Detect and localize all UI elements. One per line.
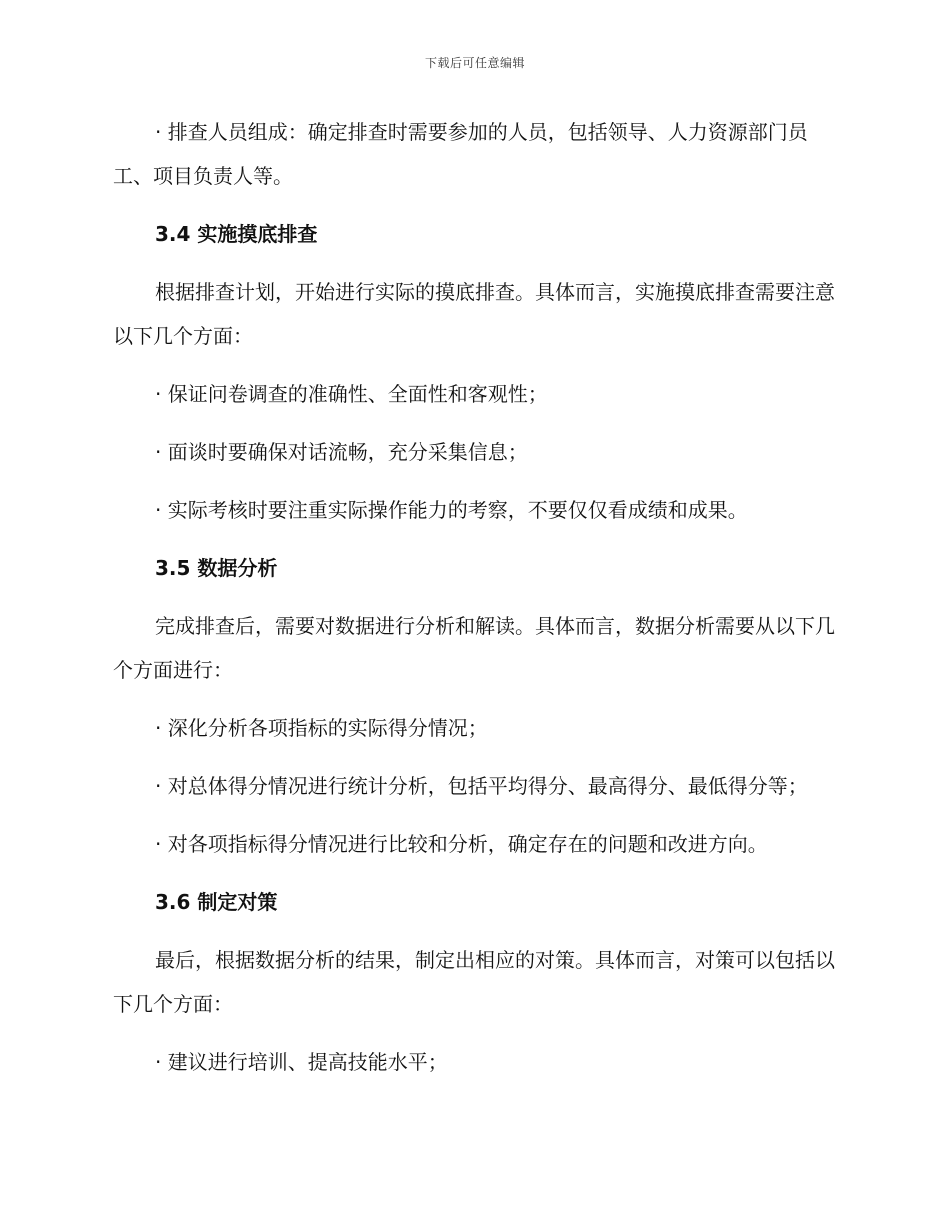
page-header: 下载后可任意编辑 [424,56,525,70]
paragraph-analysis-intro: 完成排查后，需要对数据进行分析和解读。具体而言，数据分析需要从以下几个方面进行： [113,614,835,682]
bullet-item-statistics: · 对总体得分情况进行统计分析，包括平均得分、最高得分、最低得分等； [155,774,808,798]
bullet-item-indicator-scores: · 深化分析各项指标的实际得分情况； [155,716,488,740]
bullet-item-questionnaire: · 保证问卷调查的准确性、全面性和客观性； [155,382,548,406]
paragraph-countermeasures-intro: 最后，根据数据分析的结果，制定出相应的对策。具体而言，对策可以包括以下几个方面： [113,948,835,1016]
bullet-item-staff-composition: · 排查人员组成：确定排查时需要参加的人员，包括领导、人力资源部门员工、项目负责人等。 [113,120,808,188]
paragraph-implement-intro: 根据排查计划，开始进行实际的摸底排查。具体而言，实施摸底排查需要注意以下几个方面： [113,280,835,348]
section-heading-3-5: 3.5 数据分析 [155,556,278,580]
bullet-item-interview: · 面谈时要确保对话流畅，充分采集信息； [155,440,528,464]
bullet-item-comparison: · 对各项指标得分情况进行比较和分析，确定存在的问题和改进方向。 [155,832,768,856]
bullet-item-assessment: · 实际考核时要注重实际操作能力的考察，不要仅仅看成绩和成果。 [155,498,748,522]
section-heading-3-4: 3.4 实施摸底排查 [155,222,318,246]
section-heading-3-6: 3.6 制定对策 [155,890,278,914]
document-body [113,110,835,1098]
bullet-item-training: · 建议进行培训、提高技能水平； [155,1050,448,1074]
